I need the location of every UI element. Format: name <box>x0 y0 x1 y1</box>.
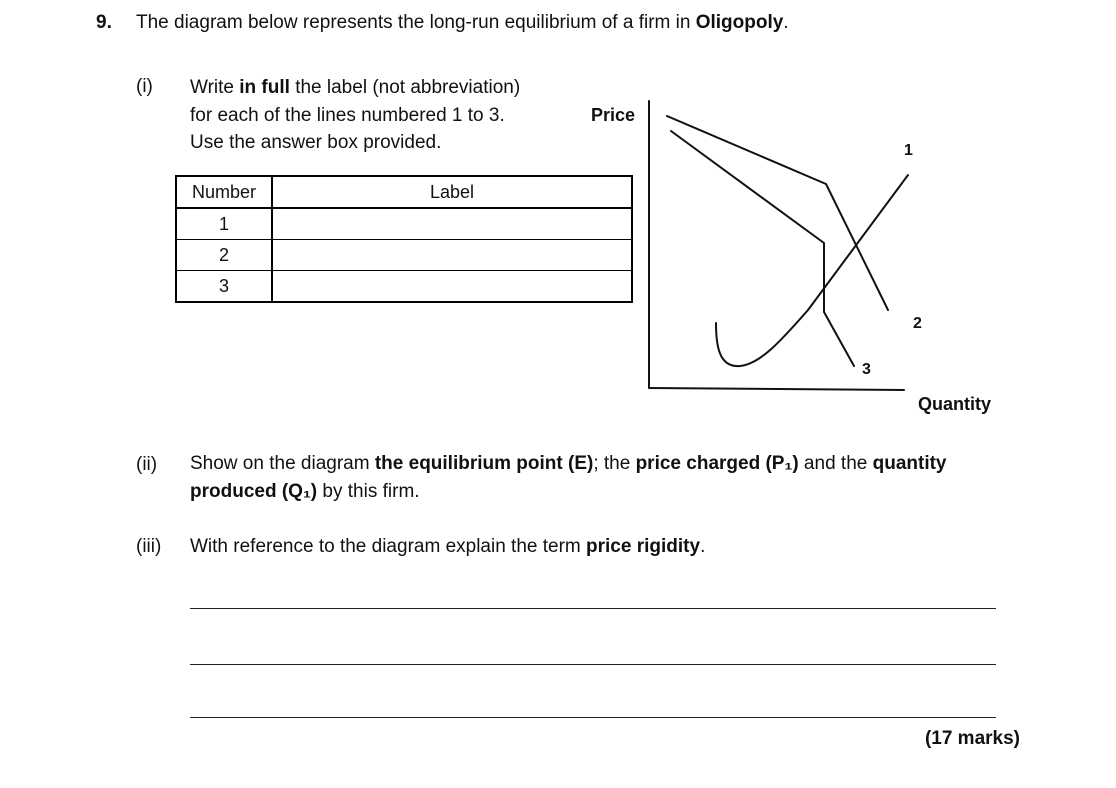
part-ii-number: (ii) <box>136 454 158 475</box>
part-iii-text-1: With reference to the diagram explain the term <box>190 536 587 557</box>
part-ii-bold-1: the equilibrium point (E) <box>374 453 594 474</box>
price-axis-label: Price <box>591 105 636 125</box>
part-ii-bold-2: price charged (P₁) <box>635 453 799 474</box>
part-i-line2: for each of the lines numbered 1 to 3. <box>190 105 505 126</box>
answer-line[interactable] <box>190 717 996 718</box>
part-i-line1-bold: in full <box>239 77 290 98</box>
part-iii-text-2: . <box>700 536 706 557</box>
row-number: 2 <box>176 240 272 271</box>
answer-line[interactable] <box>190 664 996 665</box>
part-ii-text-3: and the <box>798 453 873 474</box>
intro-text: The diagram below represents the long-run equilibrium of a firm in <box>136 12 696 33</box>
marginal-cost-curve <box>716 175 908 366</box>
part-ii-line2 <box>190 478 420 505</box>
x-axis <box>649 388 904 390</box>
marginal-revenue-curve <box>671 131 854 366</box>
curve-label-1: 1 <box>904 142 913 159</box>
curve-label-3: 3 <box>862 361 871 378</box>
curve-label-2: 2 <box>913 315 922 332</box>
marks-total: (17 marks) <box>924 728 1020 749</box>
part-i-line3: Use the answer box provided. <box>190 132 442 153</box>
quantity-axis-label: Quantity <box>918 394 992 414</box>
intro-end: . <box>783 12 789 33</box>
row-number: 1 <box>176 208 272 240</box>
header-label: Label <box>272 176 632 208</box>
part-i-number: (i) <box>136 76 153 97</box>
intro-bold: Oligopoly <box>695 12 784 33</box>
row-number: 3 <box>176 271 272 303</box>
part-ii-text-1: Show on the diagram <box>190 453 375 474</box>
part-i-line1-end: the label (not abbreviation) <box>289 77 521 98</box>
part-iii-bold: price rigidity <box>586 536 701 557</box>
part-ii-line1 <box>190 450 947 477</box>
kinked-demand-curve <box>667 116 888 310</box>
part-iii-line <box>190 533 705 560</box>
answer-line[interactable] <box>190 608 996 609</box>
part-iii-number: (iii) <box>136 536 162 557</box>
part-ii-text-4: by this firm. <box>317 481 420 502</box>
part-ii-text-2: ; the <box>593 453 636 474</box>
question-number: 9. <box>96 12 112 33</box>
part-i-line1-start: Write <box>190 77 240 98</box>
part-ii-bold-3: quantity <box>872 453 947 474</box>
header-number: Number <box>176 176 272 208</box>
part-ii-bold-4: produced (Q₁) <box>190 481 318 502</box>
